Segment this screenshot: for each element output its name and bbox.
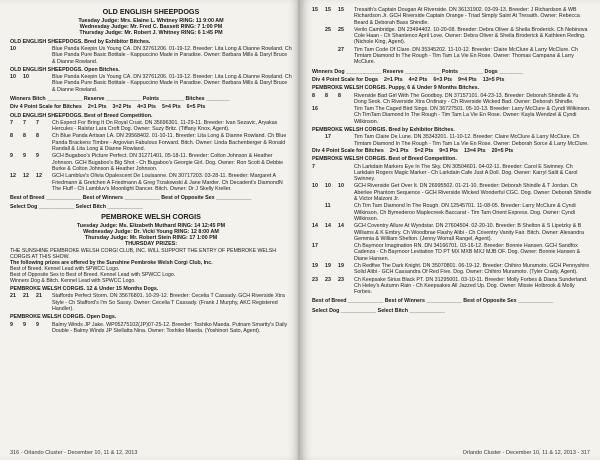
- armband-numbers: 14 14 14: [312, 223, 344, 230]
- armband-numbers: 12 12 12: [10, 173, 42, 180]
- judge-line: Thursday Judge: Mr. Robert Stein RING: 17 1:00 PM: [84, 235, 218, 242]
- entry-text: GCH Lambluv's Olivia Opalescent De Louisanne. DN 30717203. 03-28-11. Breeder: Margaret A Friedmann & Gretchen A Friedmann & Greg Trzakowski & Jane Marder. Ch Decadent's DiamondN The Fluff - Ch Lambluv's Moonlight Dancer. Bitch. Owner: Dr J Skelly Kreller.: [52, 173, 283, 192]
- prizes-heading: THURSDAY PRIZES:: [124, 241, 178, 248]
- entry: [10, 322, 292, 335]
- entry: [312, 263, 592, 276]
- armband-numbers: 23 23 23: [312, 276, 344, 283]
- entry: [312, 277, 592, 296]
- class-heading: OLD ENGLISH SHEEPDOGS. Open Bitches.: [10, 66, 120, 73]
- armband-numbers: 19 19 19: [312, 262, 344, 269]
- entry-text: Blue Panda Keepin Us Young CA. DN 32761206. 01-19-12. Breeder: Lita Long & Dianne Rowland. Ch Blue Panda Pure Basic Botitale - Kappuccino Made in Paradise. Owner: Barbara Mills & Daryl Bruce & Dianne Rowland.: [52, 45, 292, 65]
- prize-line: Best of Opposite Sex to Best of Breed. Kennel Lead with SPWCC Logo.: [10, 271, 176, 278]
- entry: [10, 74, 292, 93]
- entry-text: Ch Keepsake Sirius Black PT. DN 31295001. 03-10-11. Breeder: Molly Forbes & Diana Sunderland. Ch Heley's Autumn Rain - Ch Keepsakes All Jazzed Up. Dog. Owner: Missie Holbrook & Molly Forbes.: [354, 276, 588, 296]
- entry-text: GCH Coventry Allure At Wyndstar. DN 27604504. 02-20-10. Breeder: B Shelton & S Lipetzky & B Williams & K Embry. Ch Woodbrae Flashy Alibi - Ch Coventry Vanity Fair. Bitch. Owner: Alexandra Gemmia & William Shelton. (Jenny Worrall Rangel, Agent).: [354, 223, 584, 242]
- entry-text: Ch Baymoor Imagination RN. DN 34166701. 03-16-12. Breeder: Bonnie Hansen. GCH Sandfox Cadenza - Ch Baymoor Levitation TD PT MX MXB MXJ MJB OF. Dog. Owner: Bonnie Hansen & Diane Hansen.: [354, 243, 581, 262]
- judge-line: Wednesday Judge: Dr. Vicki Young RING: 12 8:00 AM: [83, 228, 219, 235]
- armband-numbers: 27: [338, 46, 344, 53]
- class-heading: OLD ENGLISH SHEEPDOGS. Best of Breed Competition.: [10, 112, 153, 119]
- entry-text: Balmy Winds JP Jake. WP05275102(JP)07-25-12. Breeder: Toshiko Maeda. Putnam Smartty's Daily Double - Balmy Winds JP Stellatta Nina. Owner: Toshiko Maeda. (Yoshinori Sato, Agent).: [52, 321, 288, 334]
- page-footer: 316 - Orlando Cluster - December 10, 11 & 12, 2013: [10, 449, 138, 456]
- entry: [312, 223, 592, 242]
- entry-text: Tresaith's Captain Dougan At Riverside. DN 36131902. 03-09-13. Breeder: J Richardson & WB Richardson Jr. GCH Riverside Captain Orange - Triad Simply Saint At Tresaith. Owner: Rebecca Beard & Deborah Bass Shindle.: [354, 7, 580, 26]
- point-scale: Div 4 Point Scale for Dogs 2=1 Pts 4=2 Pts 6=3 Pts 9=4 Pts 13=5 Pts: [312, 76, 505, 83]
- breed-heading: OLD ENGLISH SHEEPDOGS: [102, 7, 200, 16]
- awards-line: Winners Bitch ____________ Reserve ____________ Points ________ Bitches ________: [10, 95, 230, 102]
- entry-text: Ch Blue Panda Artisan LA. DN 29568402. 01-10-11. Breeder: Lita Long & Dianne Rowland. Ch Blue Panda Brackens Timbre - Argovian Fabulous Forward. Bitch. Owner: Linda Bachenberger & Ronald Randall & Lita Long & Dianne Rowland.: [52, 133, 287, 153]
- entry: [312, 243, 592, 262]
- armband-numbers: 7: [312, 163, 315, 170]
- prize-line: Best of Breed. Kennel Lead with SPWCC Logo.: [10, 265, 120, 272]
- entry-text: Ch Larkdain Markers Eye In The Sky. DN 30504601. 04-02-11. Breeder: Carol E Swinney. Ch Larkdain Rogers Magic Marker - Ch Larkdain Cafe Just A Doll. Dog. Owner: Karryl Salit & Carol Swinney.: [354, 163, 578, 183]
- judge-line: Wednesday Judge: Mr. Fred C. Bassett RING: 7 1:00 PM: [79, 24, 223, 31]
- class-heading: PEMBROKE WELSH CORGIS. Open Dogs.: [10, 314, 117, 321]
- armband-numbers: 10: [10, 45, 16, 52]
- entry: [10, 153, 292, 172]
- entry-text: Ch Redfive The Dark Knight. DN 35070801. 06-19-12. Breeder: Chihiro Muramoto. GCH Pennyshire Solid Alibi - GCH Cassandra Of Red Five. Dog. Owner: Chihiro Muramoto. (Tyler Crady, Agent).: [354, 262, 590, 276]
- page-footer: Orlando Cluster - December 10, 11 & 12, 2013 - 317: [462, 449, 590, 456]
- awards-line: Best of Breed ____________ Best of Winners ____________ Best of Opposite Sex ____________: [312, 298, 554, 305]
- armband-numbers: 11: [325, 203, 331, 210]
- point-scale: Div 4 Point Scale for Bitches 2=1 Pts 3=2 Pts 4=3 Pts 5=4 Pts 6=5 Pts: [10, 104, 206, 111]
- class-heading: PEMBROKE WELSH CORGIS. 12 & Under 15 Months Dogs.: [10, 286, 159, 293]
- armband-numbers: 17: [325, 134, 331, 141]
- entry-text: Tim Tam Code Of Clare. DN 35345202. 11-10-12. Breeder: Claire McClure & Larry McClure. Ch Timtam Diamond In The Rough - Tim Tam La Vie En Rose. Owner: Thomas Campana & Larry McClure.: [354, 46, 578, 66]
- entry: [312, 134, 592, 147]
- breed-heading: PEMBROKE WELSH CORGIS: [101, 211, 201, 221]
- class-heading: PEMBROKE WELSH CORGIS. Best of Breed Competition.: [312, 156, 457, 163]
- entry-text: Riverside Bad Girl With The Goodboy. DN 37157101. 04-23-13. Breeder: Deborah Shindle & Yu Dong Seok. Ch Riverside Xtra Ordinary - Ch Riverside Wicked Bad. Owner: Deborah Shindle.: [354, 92, 579, 105]
- armband-numbers: 9 9 9: [10, 153, 39, 160]
- awards-line: Select Dog ____________ Select Bitch ____________: [312, 307, 445, 314]
- armband-numbers: 8 8 8: [10, 133, 39, 140]
- prize-line: Winners Dog & Bitch. Kennel Lead with SPWCC Logo.: [10, 278, 136, 285]
- entry: [10, 293, 292, 312]
- awards-line: Select Dog ____________ Select Bitch ____________: [10, 204, 143, 211]
- entry-text: Blue Panda Keepin Us Young CA. DN 32761206. 01-19-12. Breeder: Lita Long & Dianne Rowland. Ch Blue Panda Pure Basic Botitale - Kappuccino Made in Paradise. Owner: Barbara Mills & Daryl Bruce & Dianne Rowland.: [52, 74, 292, 93]
- entry-text: GCH Riverside Get Over It. DN 26995502. 01-21-10. Breeder: Deborah Shindle & T Jordan. Ch Aberlee Phantom Sequence - GCH Riverside Wicked Wonderful CGC. Dog. Owner: Deborah Shindle & Victor Malzoni Jr.: [354, 183, 592, 203]
- entry: [10, 120, 292, 133]
- class-heading: OLD ENGLISH SHEEPDOGS. Bred by Exhibitor Bitches.: [10, 38, 151, 45]
- entry-text: Verilo Cambridge. DN 23494402. 10-20-08. Breeder: Debra Oliver & Sheila Broderick. Ch Nebinova Cole Haan - Ch Shantenco April Love. Owner: Debra Oliver & Sheila Broderick & Kathleen Reding. (Nichole King, Agent).: [354, 26, 588, 46]
- entry-text: Tim Tam The Caged Bird Sings. DN 36727501. 05-10-13. Breeder: Larry McClure & Cyndi Wilkinson. Ch TimTam Diamond In The Rough - Tim Tam La Vie En Rose. Owner: Kayla Wendzel & Cyndi Wilkinson.: [354, 106, 591, 125]
- armband-numbers: 21 21 21: [10, 293, 42, 300]
- awards-line: Best of Breed ____________ Best of Winners ____________ Best of Opposite Sex ____________: [10, 195, 252, 202]
- entry: [10, 46, 292, 65]
- point-scale: Div 4 Point Scale for Bitches 2=1 Pts 5=2 Pts 9=3 Pts 13=4 Pts 20=5 Pts: [312, 147, 514, 154]
- entry-text: Staffords Perfect Storm. DN 35676801. 10-29-12. Breeder: Cecelia T Cassady. GCH Riverside Xtra Style - Ch Stafford's I'm So Sassy. Owner: Cecelia T Cassady. (Frank J Murphy, AKC Registered Handler).: [52, 293, 285, 312]
- right-page: [300, 0, 600, 460]
- class-heading: PEMBROKE WELSH CORGIS. Bred by Exhibitor Bitches.: [312, 127, 455, 134]
- entry-text: GCH Bugaboo's Picture Perfect. DN 31271401. 05-18-11. Breeder: Colton Johnson & Heather Johnson. GCH Bugaboo's Big Shot - Ch Bugaboo's Georgie Girl. Dog. Owner: Ron Scott & Debbie Burke & Colton Johnson & Heather Johnson.: [52, 153, 284, 172]
- armband-numbers: 25 25: [325, 26, 344, 33]
- entry: [312, 203, 592, 222]
- entry: [10, 173, 292, 192]
- entry: [312, 7, 592, 26]
- entry-text: Ch Expect For Bring It On Royal Crust. DN 35696301. 11-29-11. Breeder: Ivan Sezavic, Aryakas Hercules - Raistar Lara Croft Dog. Owner: Suzy Britz. (Tiffany Knox, Agent).: [52, 119, 278, 133]
- entry: [10, 133, 292, 152]
- armband-numbers: 8 8 8: [312, 92, 341, 99]
- judge-line: Tuesday Judge: Ms. Elizabeth Muthard RING: 14 12:45 PM: [76, 222, 226, 229]
- awards-line: Winners Dog ____________ Reserve ____________ Points ________ Dogs ________: [312, 68, 523, 75]
- armband-numbers: 9 9 9: [10, 321, 39, 328]
- entry-text: Tim Tam Claire De Lune. DN 35343201. 11-10-12. Breeder: Claire McClure & Larry McClure. Ch Timtam Diamond In The Rough - Tim Tam La Vie En Rose. Owner: Deborah Sorce & Larry McClure.: [354, 134, 589, 147]
- prize-line: THE SUNSHINE PEMBROKE WELSH CORGI CLUB, INC. WILL SUPPORT THE ENTRY OF PEMBROKE WELSH CORGIS AT THIS SHOW.: [10, 247, 276, 260]
- entry: [312, 27, 592, 46]
- class-heading: PEMBROKE WELSH CORGIS. Puppy, 6 & Under 9 Months Bitches.: [312, 85, 480, 92]
- armband-numbers: 10 10: [10, 74, 29, 81]
- entry: [312, 93, 592, 106]
- armband-numbers: 15 15 15: [312, 7, 344, 13]
- armband-numbers: 10 10 10: [312, 183, 344, 190]
- armband-numbers: 16: [312, 106, 318, 113]
- prize-line: The following prizes are offered by the Sunshine Pembroke Welsh Corgi Club, Inc.: [10, 259, 213, 266]
- entry-text: Ch Tim Tam Diamond In The Rough. DN 12545701. 11-08-05. Breeder: Larry McClure & Cyndi Wilkinson. Ch Bymederoo Maplecreek Baccarat - Tim Tam Orient Express. Dog. Owner: Cyndi Wilkinson.: [354, 203, 576, 222]
- armband-numbers: 17: [312, 243, 318, 250]
- entry: [312, 183, 592, 202]
- entry: [312, 47, 592, 66]
- judge-line: Tuesday Judge: Mrs. Elaine L. Whitney RING: 11 9:00 AM: [78, 18, 224, 24]
- entry: [312, 164, 592, 183]
- entry: [312, 106, 592, 125]
- judge-line: Thursday Judge: Mr. Robert J. Whitney RING: 6 1:45 PM: [79, 30, 223, 37]
- armband-numbers: 7 7 7: [10, 119, 39, 126]
